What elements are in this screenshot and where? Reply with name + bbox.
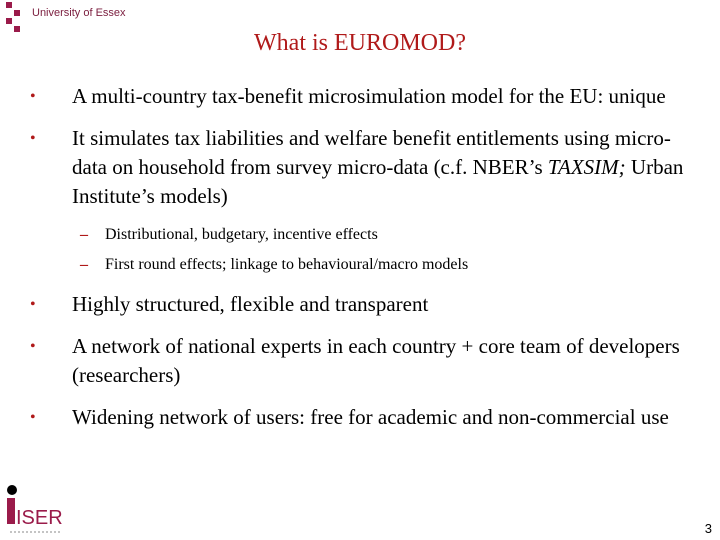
bullet-item — [30, 332, 690, 390]
bullet-marker: • — [30, 409, 36, 426]
bullet-text-italic: TAXSIM; — [547, 155, 626, 179]
iser-logo — [4, 484, 68, 538]
bullet-text: A multi-country tax-benefit microsimulation model for the EU: unique — [72, 84, 666, 108]
page-number: 3 — [704, 521, 712, 536]
university-logo-text: University of Essex — [32, 7, 126, 19]
bullet-item — [30, 124, 690, 211]
bullet-item — [30, 403, 690, 432]
sub-bullet-marker: – — [80, 256, 88, 273]
slide-title: What is EUROMOD? — [254, 30, 466, 56]
bullet-text: Urban Institute’s models) — [72, 155, 684, 208]
bullet-text: It simulates tax liabilities and welfare benefit entitlements using micro-data on household from survey micro-data (c.f. NBER’s — [72, 126, 671, 179]
slide-content — [30, 82, 690, 445]
bullet-text: Highly structured, flexible and transparent — [72, 292, 429, 316]
bullet-marker: • — [30, 296, 36, 313]
sub-bullet-text: First round effects; linkage to behavioural/macro models — [105, 256, 469, 273]
bullet-item — [30, 290, 690, 319]
iser-logo-text: ISER — [16, 507, 63, 529]
iser-logo-bar-icon — [7, 498, 15, 524]
bullet-marker: • — [30, 130, 36, 147]
bullet-text: Widening network of users: free for academic and non-commercial use — [72, 405, 669, 429]
sub-bullet-item — [30, 254, 690, 276]
sub-bullet-marker: – — [80, 226, 88, 243]
bullet-item — [30, 82, 690, 111]
bullet-text: A network of national experts in each country + core team of developers (researchers) — [72, 334, 680, 387]
sub-bullet-text: Distributional, budgetary, incentive effects — [105, 226, 378, 243]
sub-bullet-item — [30, 224, 690, 246]
bullet-marker: • — [30, 338, 36, 355]
iser-logo-dot-icon — [7, 485, 17, 495]
bullet-marker: • — [30, 88, 36, 105]
